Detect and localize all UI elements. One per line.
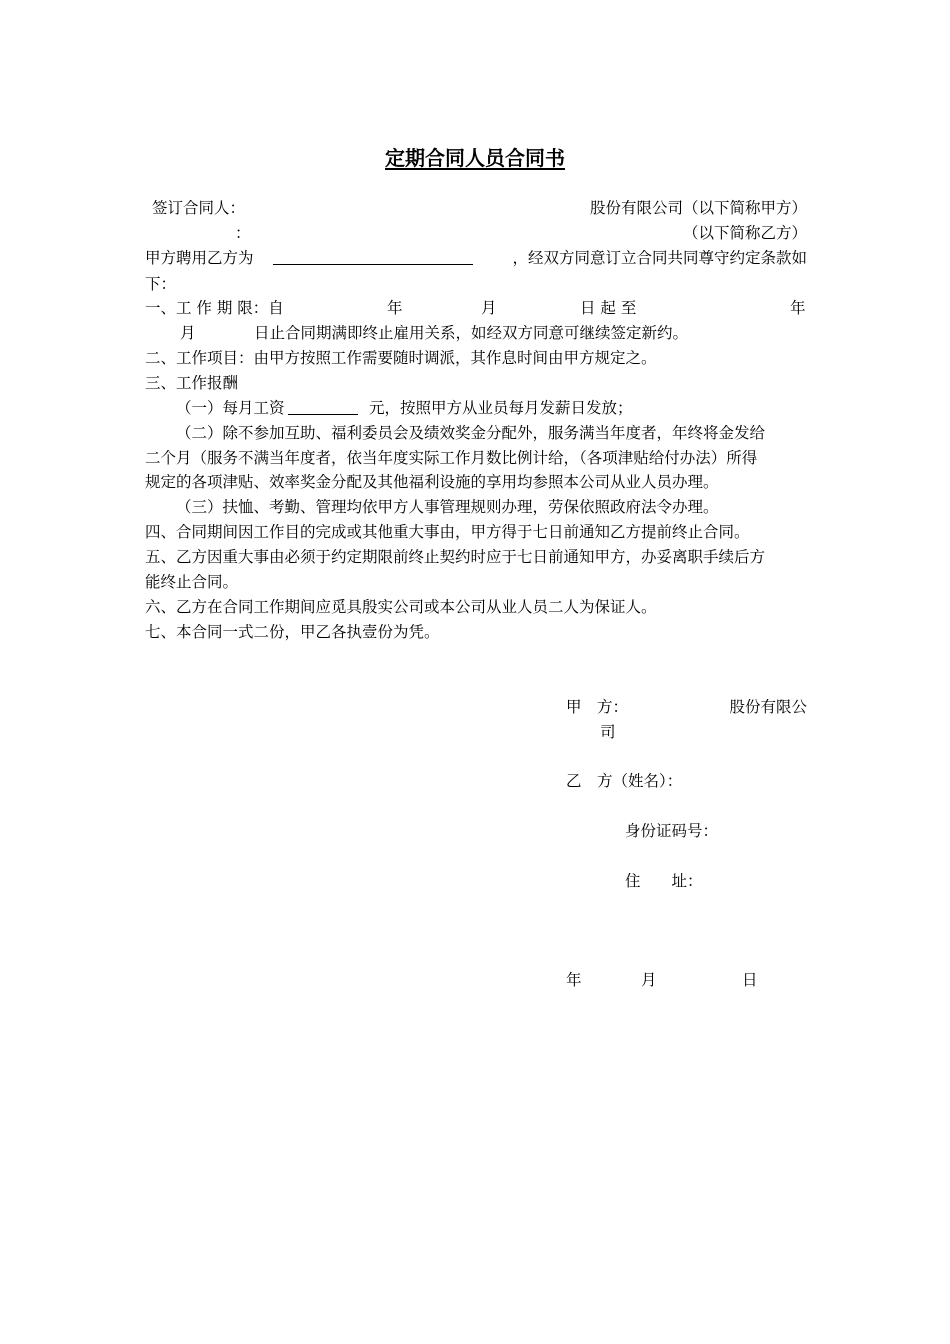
intro-prefix: 甲方聘用乙方为	[145, 249, 254, 267]
party-b-label: 乙 方（姓名）：	[566, 772, 683, 790]
position-blank[interactable]	[273, 248, 473, 270]
clause5-line1: 五、乙方因重大事由必须于约定期限前终止契约时应于七日前通知甲方，办妥离职手续后方	[145, 548, 766, 566]
clause3-item2-line1: （二）除不参加互助、福利委员会及绩效奖金分配外，服务满当年度者，年终将金发给	[176, 424, 766, 442]
intro-suffix: ，经双方同意订立合同共同尊守约定条款如	[512, 249, 807, 267]
clause7: 七、本合同一式二份，甲乙各执壹份为凭。	[145, 623, 440, 641]
party-b-colon: ：	[235, 224, 251, 242]
sign-month: 月	[641, 971, 657, 989]
clause2: 二、工作项目：由甲方按照工作需要随时调派，其作息时间由甲方规定之。	[145, 349, 657, 367]
clause3-heading: 三、工作报酬	[145, 374, 239, 392]
sign-year: 年	[566, 971, 582, 989]
clause1-day-start: 日 起 至	[580, 299, 637, 317]
party-a-company: 股份有限公	[729, 698, 807, 716]
clause3-item1-prefix: （一）每月工资	[176, 399, 285, 417]
clause3-item2-line2: 二个月（服务不满当年度者，依当年度实际工作月数比例计给，（各项津贴给付办法）所得	[145, 449, 758, 467]
party-b-suffix: （以下简称乙方）	[682, 224, 807, 242]
page-title: 定期合同人员合同书	[385, 146, 565, 170]
clause6: 六、乙方在合同工作期间应觅具殷实公司或本公司从业人员二人为保证人。	[145, 598, 657, 616]
clause1-month2: 月	[180, 324, 196, 342]
clause1-month1: 月	[481, 299, 497, 317]
clause1-year2: 年	[790, 299, 806, 317]
address-label: 住 址：	[625, 872, 703, 890]
sign-day: 日	[742, 971, 758, 989]
clause1-label: 一、工 作 期 限：自	[145, 299, 284, 317]
clause1-rest: 日止合同期满即终止雇用关系，如经双方同意可继续签定新约。	[254, 324, 689, 342]
clause3-item3: （三）扶恤、考勤、管理均依甲方人事管理规则办理，劳保依照政府法令办理。	[176, 498, 719, 516]
party-a-label: 甲 方：	[566, 698, 629, 716]
intro-wrap: 下：	[145, 275, 177, 293]
clause1-year1: 年	[387, 299, 403, 317]
party-a-wrap: 司	[600, 723, 616, 741]
signatory-label: 签订合同人：	[152, 199, 246, 217]
clause3-item2-line3: 规定的各项津贴、效率奖金分配及其他福利设施的享用均参照本公司从业人员办理。	[145, 473, 719, 491]
clause5-line2: 能终止合同。	[145, 573, 239, 591]
party-a-suffix: 股份有限公司（以下简称甲方）	[589, 199, 807, 217]
clause3-item1-suffix: 元，按照甲方从业员每月发薪日发放；	[369, 399, 633, 417]
salary-blank[interactable]	[288, 398, 358, 420]
clause4: 四、合同期间因工作目的完成或其他重大事由，甲方得于七日前通知乙方提前终止合同。	[145, 523, 750, 541]
id-number-label: 身份证码号：	[625, 822, 719, 840]
